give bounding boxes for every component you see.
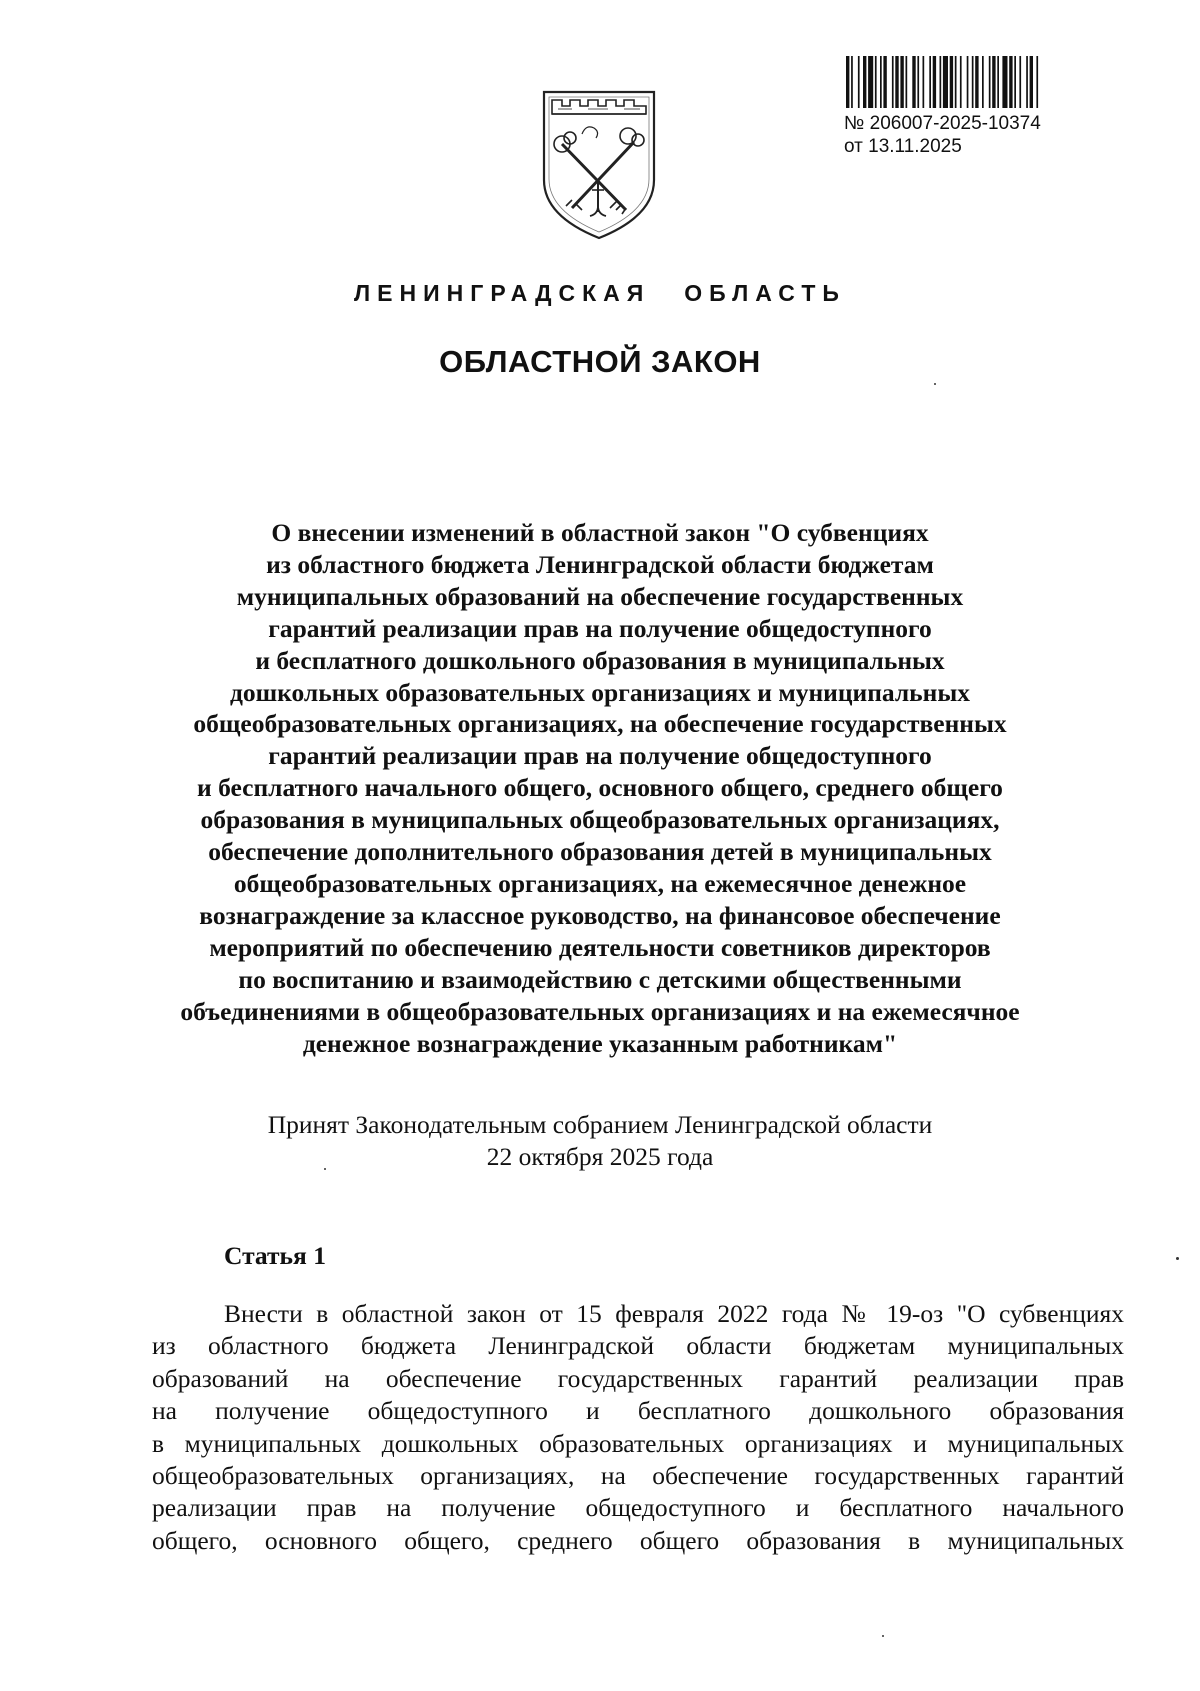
barcode-bar: [917, 56, 919, 108]
registration-date: от 13.11.2025: [844, 136, 962, 157]
title-line: дошкольных образовательных организациях и муниципальных: [229, 677, 971, 707]
title-line: гарантий реализации прав на получение общедоступного: [268, 613, 932, 643]
region-word-1: ЛЕНИНГРАДСКАЯ: [354, 280, 651, 306]
barcode-bar: [975, 56, 978, 108]
law-title: [120, 517, 1080, 1059]
barcode-bar: [883, 56, 886, 108]
region-word-2: ОБЛАСТЬ: [684, 280, 846, 306]
document-type-heading: ОБЛАСТНОЙ ЗАКОН: [439, 344, 761, 379]
article-line: Внести в областной закон от 15 февраля 2022 года № 19-оз "О субвенциях: [224, 1299, 1124, 1328]
barcode-bar: [955, 56, 957, 108]
registration-block: [844, 112, 1041, 158]
barcode-bar: [900, 56, 903, 108]
article-line: реализации прав на получение общедоступного и бесплатного начального: [152, 1493, 1124, 1523]
barcode-bar: [1014, 56, 1016, 108]
scan-speck: [1176, 1257, 1179, 1260]
adoption-line-1: Принят Законодательным собранием Ленинградской области: [267, 1110, 933, 1139]
barcode-bar: [863, 56, 866, 108]
barcode-bar: [1030, 56, 1033, 108]
title-line: по воспитанию и взаимодействию с детскими общественными: [238, 964, 962, 994]
title-line: объединениями в общеобразовательных организациях и на ежемесячное: [180, 996, 1020, 1026]
article-line: в муниципальных дошкольных образовательных организациях и муниципальных: [152, 1428, 1124, 1458]
barcode-bar: [933, 56, 936, 108]
barcode-bar: [1019, 56, 1021, 108]
scan-speck: [934, 383, 936, 385]
title-line: общеобразовательных организациях, на обеспечение государственных: [193, 709, 1007, 739]
title-line: мероприятий по обеспечению деятельности советников директоров: [209, 932, 991, 962]
barcode-bar: [851, 56, 853, 108]
barcode-bar: [1026, 56, 1028, 108]
title-line: вознаграждение за классное руководство, на финансовое обеспечение: [199, 900, 1001, 930]
barcode-bar: [950, 56, 953, 108]
barcode-bar: [960, 56, 962, 108]
barcode-bar: [906, 56, 908, 108]
article-line: общего, основного общего, среднего общего образования в муниципальных: [152, 1525, 1124, 1555]
barcode-bar: [989, 56, 991, 108]
barcode-bar: [982, 56, 984, 108]
title-line: гарантий реализации прав на получение общедоступного: [268, 741, 932, 771]
article-line: на получение общедоступного и бесплатного дошкольного образования: [152, 1396, 1124, 1426]
article-line: образований на обеспечение государственных гарантий реализации прав: [152, 1363, 1124, 1393]
adoption-line-2: 22 октября 2025 года: [486, 1142, 714, 1171]
barcode-bar: [846, 56, 849, 108]
barcode-bar: [912, 56, 915, 108]
barcode-bar: [967, 56, 969, 108]
article-line: из областного бюджета Ленинградской области бюджетам муниципальных: [152, 1331, 1124, 1361]
coat-of-arms-emblem: [538, 88, 660, 240]
barcode-bar: [895, 56, 898, 108]
barcode-bar: [858, 56, 860, 108]
title-line: общеобразовательных организациях, на ежемесячное денежное: [233, 868, 967, 898]
title-line: денежное вознаграждение указанным работникам": [302, 1028, 898, 1058]
title-line: и бесплатного начального общего, основного общего, среднего общего: [197, 773, 1003, 803]
barcode-bar: [940, 56, 942, 108]
barcode-bar: [892, 56, 894, 108]
barcode-bar: [972, 56, 974, 108]
title-line: О внесении изменений в областной закон "О субвенциях: [271, 518, 929, 547]
barcode-bar: [929, 56, 931, 108]
barcode-bar: [943, 56, 948, 108]
barcode-bar: [992, 56, 995, 108]
article-body: [152, 1298, 1124, 1557]
title-line: обеспечение дополнительного образования детей в муниципальных: [208, 837, 992, 867]
barcode-bar: [875, 56, 877, 108]
barcode-image: [844, 56, 1094, 108]
barcode-bar: [880, 56, 882, 108]
adoption-note: [120, 1109, 1080, 1173]
title-line: муниципальных образований на обеспечение государственных: [236, 581, 964, 611]
barcode-bar: [923, 56, 925, 108]
barcode-bar: [868, 56, 873, 108]
barcode-bar: [1002, 56, 1007, 108]
article-line: общеобразовательных организациях, на обеспечение государственных гарантий: [152, 1460, 1124, 1490]
title-line: и бесплатного дошкольного образования в муниципальных: [255, 645, 945, 675]
title-line: из областного бюджета Ленинградской области бюджетам: [266, 549, 934, 579]
barcode-bar: [1009, 56, 1012, 108]
barcode-bar: [1036, 56, 1038, 108]
title-line: образования в муниципальных общеобразовательных организациях,: [200, 805, 1000, 835]
barcode-bar: [997, 56, 999, 108]
region-heading: [0, 280, 1200, 307]
scan-speck: [882, 1635, 884, 1637]
article-heading: Статья 1: [224, 1241, 326, 1270]
registration-number: № 206007-2025-10374: [844, 113, 1041, 134]
scan-speck: [324, 1168, 326, 1170]
